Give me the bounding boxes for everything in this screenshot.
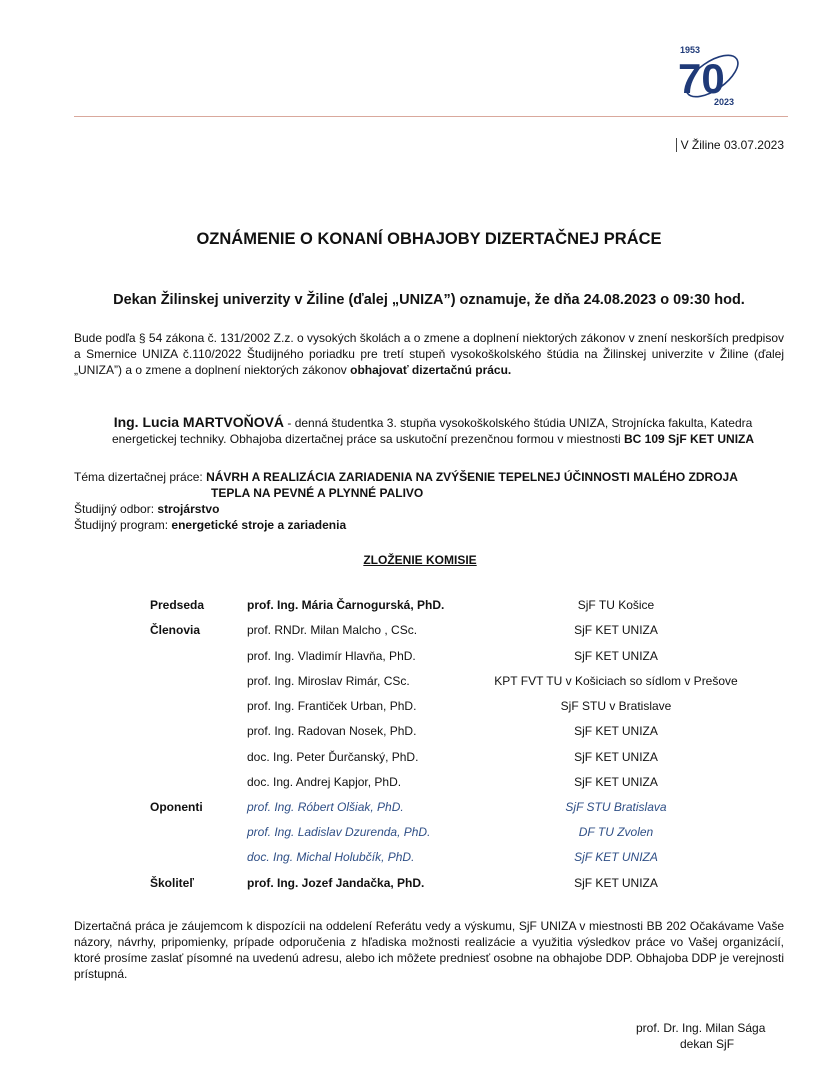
commission-heading: ZLOŽENIE KOMISIE: [363, 553, 477, 567]
student-paragraph: [100, 414, 766, 447]
commission-row: [0, 750, 818, 770]
commission-member-institution: SjF KET UNIZA: [574, 724, 658, 738]
thesis-theme: [74, 469, 738, 485]
commission-member-institution: KPT FVT TU v Košiciach so sídlom v Prešove: [494, 674, 738, 688]
logo-year-end: 2023: [714, 97, 735, 107]
commission-member-institution: SjF KET UNIZA: [574, 623, 658, 637]
intro-text: Bude podľa § 54 zákona č. 131/2002 Z.z. o vysokých školách a o zmene a doplnení niektorých zákonov v znení neskorších predpisov a Smernice UNIZA č.110/2022 Študijného poriadku pre tretí stupeň vysokoškolského štúdia na Žilinskej univerzite v Žiline (ďalej „UNIZA”) a o zmene a doplnení niektorých zákonov: [74, 331, 784, 377]
signatory-title: dekan SjF: [680, 1037, 735, 1051]
intro-bold-text: obhajovať dizertačnú prácu.: [350, 363, 512, 377]
commission-member-name: prof. Ing. Vladimír Hlavňa, PhD.: [247, 649, 416, 663]
commission-member-name: prof. Ing. Mária Čarnogurská, PhD.: [247, 598, 445, 612]
study-field: [74, 501, 219, 517]
commission-member-name: prof. Ing. Róbert Olšiak, PhD.: [247, 800, 404, 814]
commission-row: [0, 674, 818, 694]
commission-member-institution: SjF TU Košice: [577, 598, 655, 612]
commission-row: [0, 825, 818, 845]
commission-row: [0, 850, 818, 870]
commission-member-institution: SjF KET UNIZA: [574, 775, 658, 789]
logo-number: 70: [678, 55, 725, 102]
intro-paragraph: [74, 330, 784, 378]
commission-role: Školiteľ: [150, 876, 194, 890]
document-date: [676, 138, 784, 152]
defense-room: BC 109 SjF KET UNIZA: [624, 432, 755, 446]
commission-member-name: prof. Ing. Miroslav Rimár, CSc.: [247, 674, 410, 688]
commission-member-institution: DF TU Zvolen: [578, 825, 654, 839]
header-divider: [74, 116, 788, 117]
announcement-subtitle: Dekan Žilinskej univerzity v Žiline (ďalej „UNIZA”) oznamuje, že dňa 24.08.2023 o 09:30 hod.: [113, 292, 745, 308]
anniversary-70-logo: [676, 42, 746, 110]
commission-row: [0, 649, 818, 669]
commission-row: [0, 598, 818, 618]
commission-row: [0, 699, 818, 719]
commission-member-name: doc. Ing. Andrej Kapjor, PhD.: [247, 775, 402, 789]
commission-member-name: prof. Ing. Radovan Nosek, PhD.: [247, 724, 417, 738]
program-label: Študijný program:: [74, 518, 172, 532]
commission-member-institution: SjF KET UNIZA: [574, 876, 658, 890]
commission-member-institution: SjF KET UNIZA: [574, 850, 658, 864]
commission-member-name: prof. Ing. Frantiček Urban, PhD.: [247, 699, 417, 713]
commission-member-institution: SjF STU Bratislava: [565, 800, 667, 814]
logo-year-start: 1953: [680, 45, 701, 55]
theme-label: Téma dizertačnej práce:: [74, 470, 207, 484]
study-program: [74, 517, 346, 533]
commission-member-institution: SjF KET UNIZA: [574, 750, 658, 764]
field-value: strojárstvo: [157, 502, 220, 516]
signature-block: [636, 1020, 765, 1052]
date-text: V Žiline 03.07.2023: [676, 138, 784, 152]
commission-role: Predseda: [150, 598, 205, 612]
theme-value-line2: TEPLA NA PEVNÉ A PLYNNÉ PALIVO: [211, 486, 424, 500]
commission-row: [0, 876, 818, 896]
commission-member-name: prof. RNDr. Milan Malcho , CSc.: [247, 623, 418, 637]
commission-member-institution: SjF KET UNIZA: [574, 649, 658, 663]
student-name: Ing. Lucia MARTVOŇOVÁ: [113, 414, 285, 430]
commission-role: Oponenti: [150, 800, 203, 814]
student-text: - denná študentka 3. stupňa vysokoškolského štúdia UNIZA, Strojnícka fakulta, Katedra energetickej techniky. Obhajoba dizertačnej práce sa uskutoční prezenčnou formou v miestnosti: [111, 416, 753, 446]
field-label: Študijný odbor:: [74, 502, 158, 516]
commission-member-name: doc. Ing. Peter Ďurčanský, PhD.: [247, 750, 419, 764]
commission-member-name: prof. Ing. Ladislav Dzurenda, PhD.: [247, 825, 431, 839]
commission-member-name: prof. Ing. Jozef Jandačka, PhD.: [247, 876, 425, 890]
commission-row: [0, 623, 818, 643]
commission-row: [0, 724, 818, 744]
commission-member-institution: SjF STU v Bratislave: [560, 699, 672, 713]
signatory-name: prof. Dr. Ing. Milan Sága: [636, 1021, 766, 1035]
commission-role: Členovia: [150, 623, 201, 637]
commission-member-name: doc. Ing. Michal Holubčík, PhD.: [247, 850, 415, 864]
theme-value-line1: NÁVRH A REALIZÁCIA ZARIADENIA NA ZVÝŠENIE TEPELNEJ ÚČINNOSTI MALÉHO ZDROJA: [206, 470, 738, 484]
program-value: energetické stroje a zariadenia: [171, 518, 347, 532]
commission-row: [0, 775, 818, 795]
commission-row: [0, 800, 818, 820]
document-title: OZNÁMENIE O KONANÍ OBHAJOBY DIZERTAČNEJ PRÁCE: [196, 230, 662, 248]
closing-paragraph: Dizertačná práca je záujemcom k dispozícii na oddelení Referátu vedy a výskumu, SjF UNIZA v miestnosti BB 202 Očakávame Vaše názory, návrhy, pripomienky, prípade odporučenia z hľadiska možnosti realizácie a využitia výsledkov práce vo Vašej organizácií, ktoré prosíme zaslať písomné na uvedenú adresu, alebo ich môžete predniesť osobne na obhajobe DDP. Obhajoba DDP je verejnosti prístupná.: [74, 919, 784, 981]
